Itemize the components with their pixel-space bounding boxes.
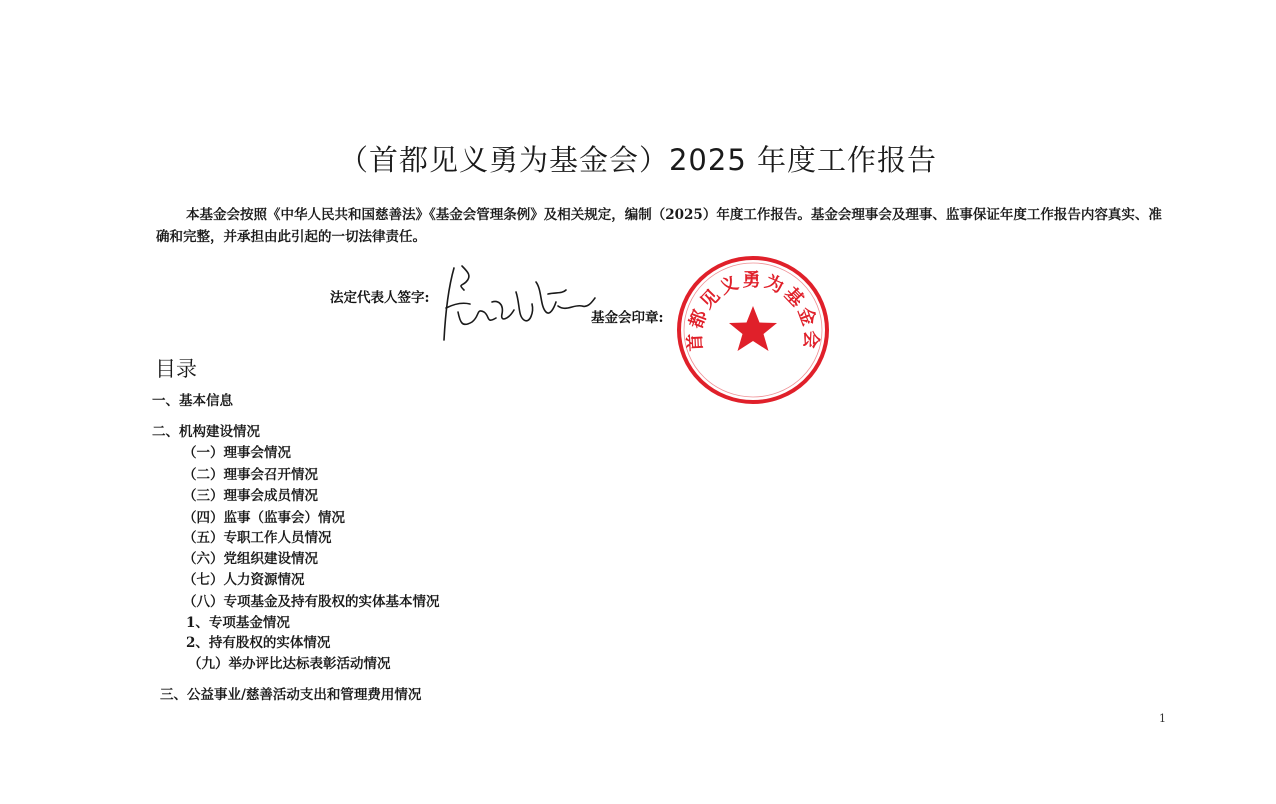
toc-item: （七）人力资源情况 (183, 572, 305, 588)
seal-text: 首都见义勇为基金会 (684, 270, 822, 352)
toc-item: （九）举办评比达标表彰活动情况 (188, 656, 391, 672)
page-number: 1 (1159, 712, 1166, 725)
toc-item: 1、专项基金情况 (186, 615, 290, 631)
toc-item: 二、机构建设情况 (152, 424, 260, 440)
toc-item: （四）监事（监事会）情况 (183, 510, 345, 526)
toc-item: 2、持有股权的实体情况 (186, 635, 331, 651)
toc-item: （二）理事会召开情况 (183, 467, 318, 483)
seal-label: 基金会印章: (591, 310, 664, 326)
official-seal (675, 254, 831, 406)
signature-label: 法定代表人签字: (330, 290, 430, 306)
toc-item: （八）专项基金及持有股权的实体基本情况 (183, 594, 440, 610)
toc-item: （三）理事会成员情况 (183, 488, 318, 504)
toc-item: 三、公益事业/慈善活动支出和管理费用情况 (160, 687, 422, 703)
toc-item: 一、基本信息 (152, 393, 233, 409)
handwritten-signature (432, 262, 597, 344)
page-title: （首都见义勇为基金会）2025 年度工作报告 (338, 143, 938, 177)
seal-star-icon (729, 306, 777, 351)
intro-paragraph: 本基金会按照《中华人民共和国慈善法》《基金会管理条例》及相关规定，编制（2025）年度工作报告。基金会理事会及理事、监事保证年度工作报告内容真实、准确和完整，并承担由此引起的一切法律责任。 (156, 207, 1162, 245)
toc-item: （一）理事会情况 (183, 445, 291, 461)
toc-heading: 目录 (155, 357, 197, 381)
toc-item: （五）专职工作人员情况 (183, 530, 332, 546)
toc-item: （六）党组织建设情况 (183, 551, 318, 567)
